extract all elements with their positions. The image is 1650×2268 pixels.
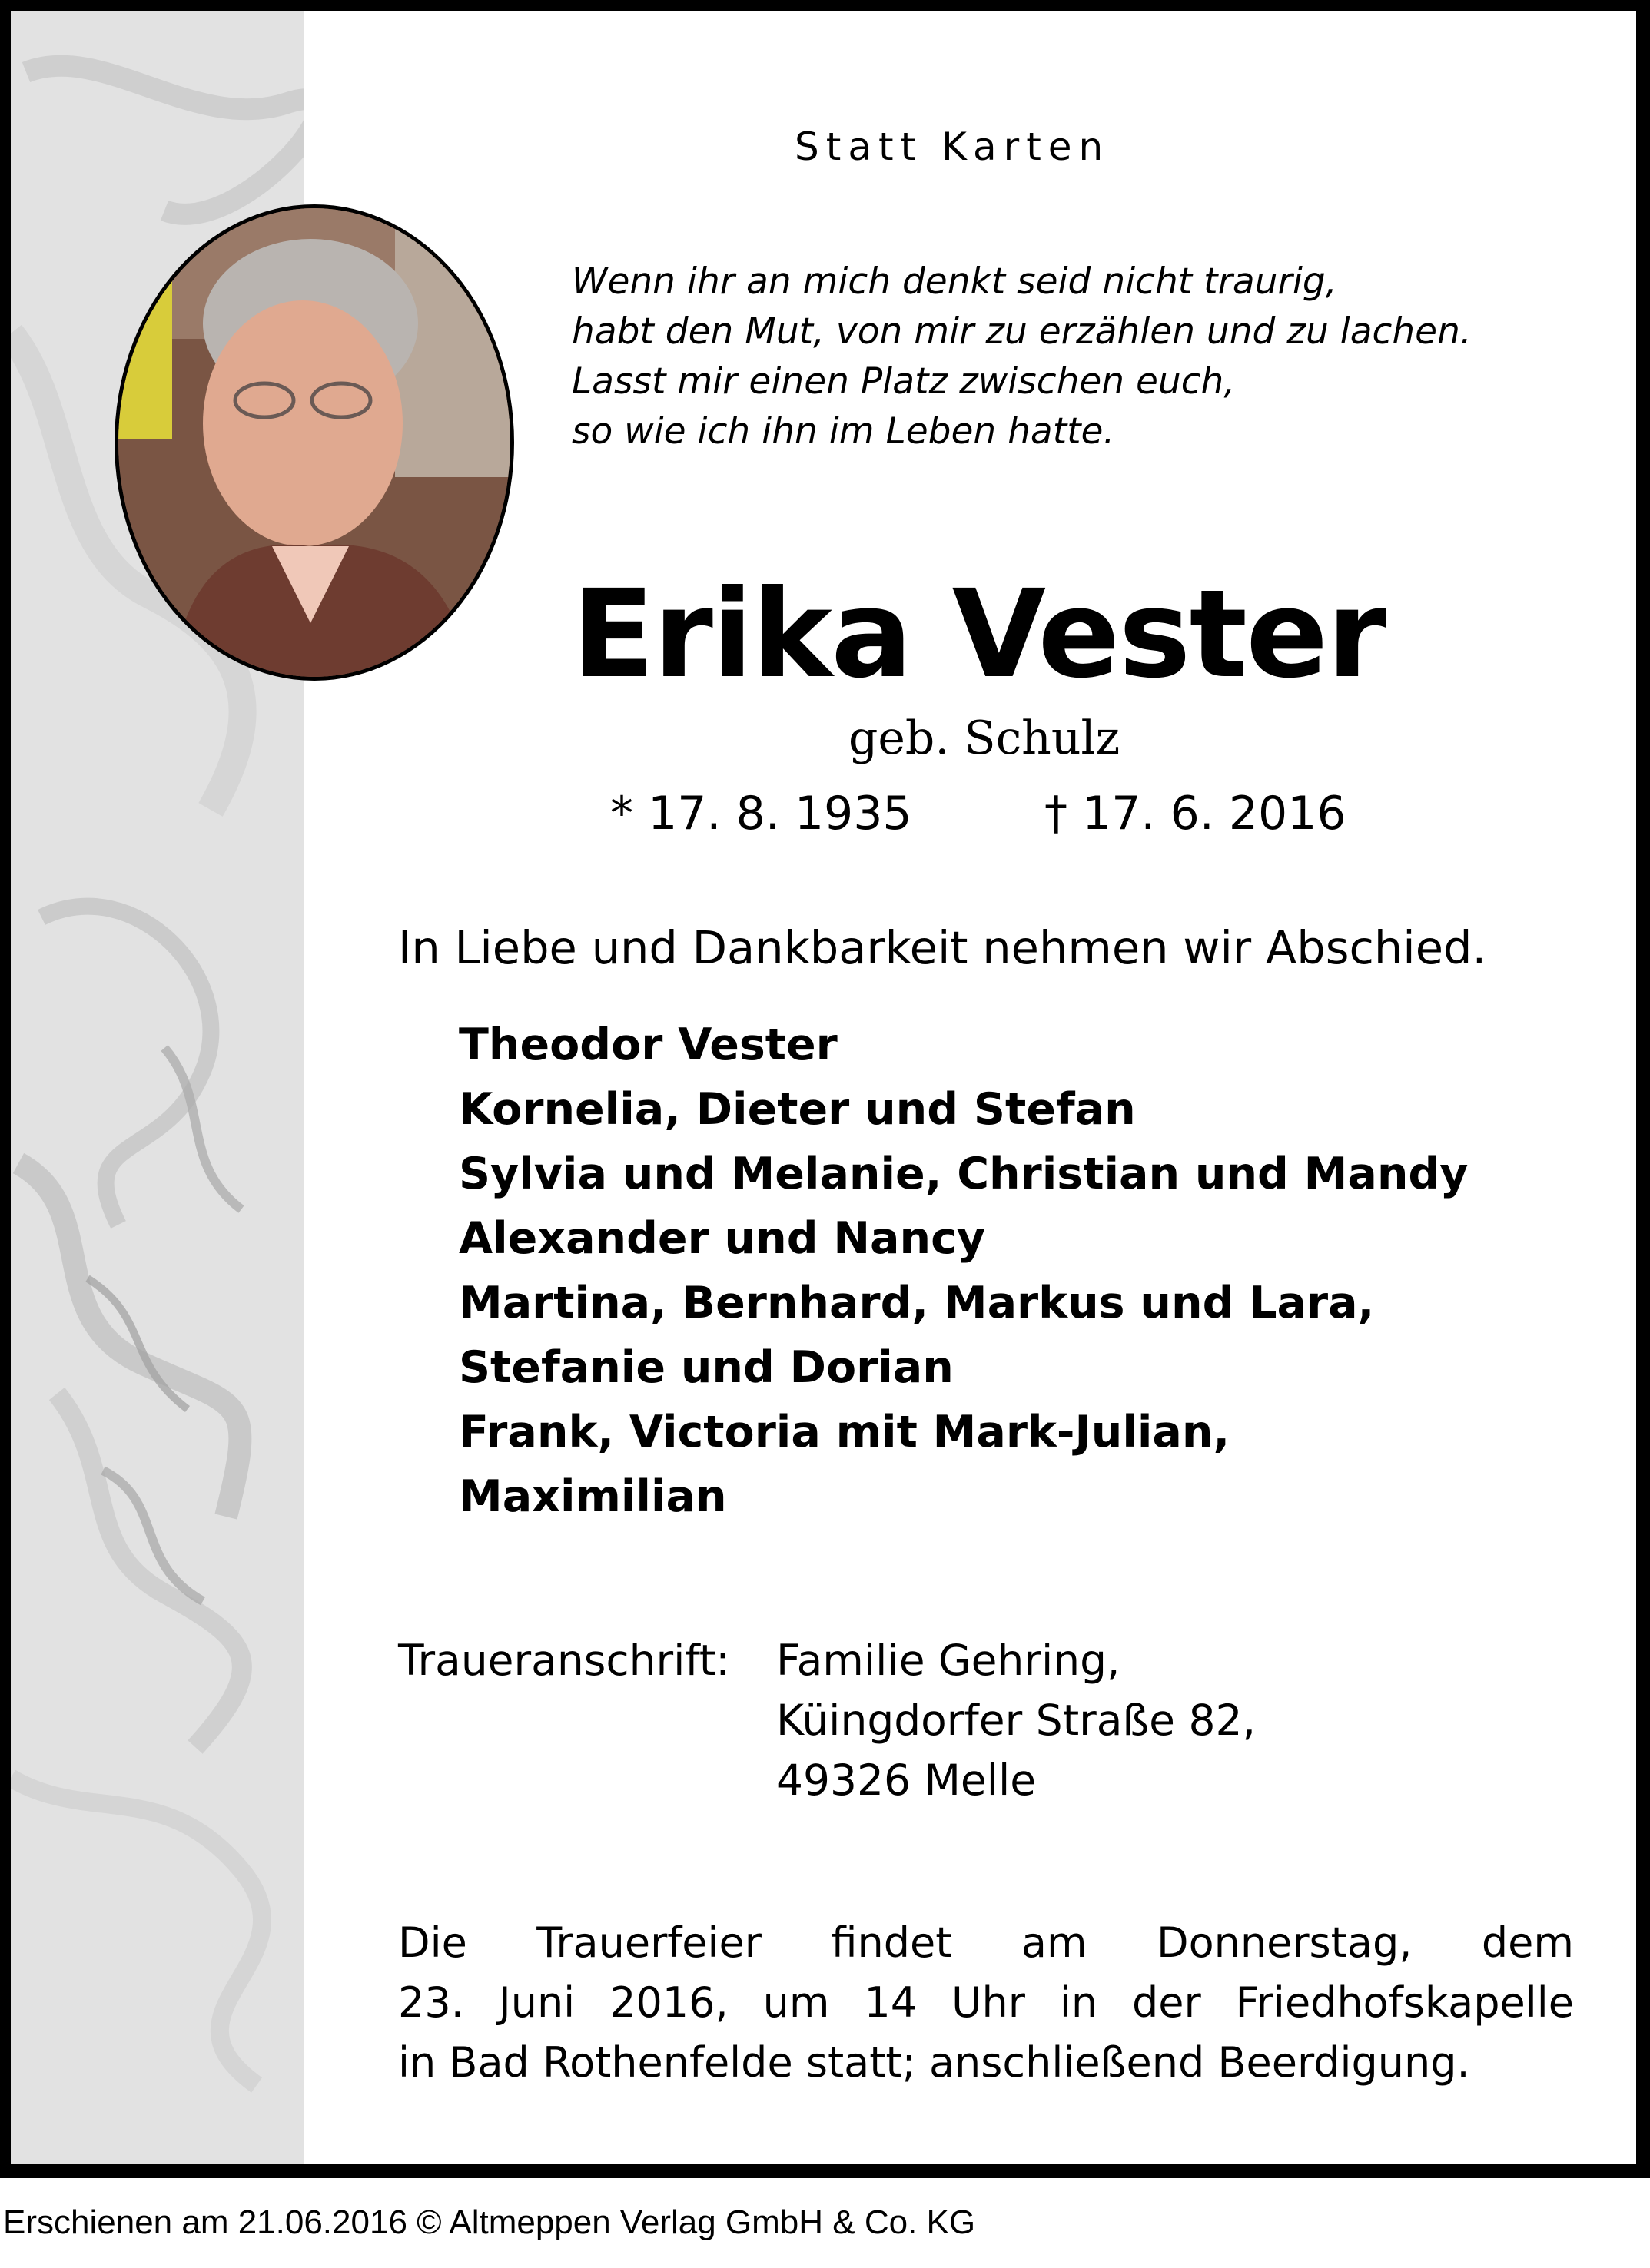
family-line: Alexander und Nancy xyxy=(459,1213,986,1264)
service-line: in Bad Rothenfelde statt; anschließend Beerdigung. xyxy=(398,2038,1470,2087)
publication-footer: Erschienen am 21.06.2016 © Altmeppen Verlag GmbH & Co. KG xyxy=(3,2203,976,2241)
death-date: † 17. 6. 2016 xyxy=(1044,787,1346,841)
statt-karten-heading: Statt Karten xyxy=(795,124,1111,169)
birth-date: * 17. 8. 1935 xyxy=(610,787,912,841)
poem-line: Wenn ihr an mich denkt seid nicht traurig, xyxy=(572,260,1337,303)
memorial-poem xyxy=(572,257,1472,456)
address-line: 49326 Melle xyxy=(776,1756,1037,1805)
portrait-image xyxy=(118,208,510,677)
funeral-service-notice xyxy=(398,1913,1574,2093)
portrait-photo xyxy=(115,204,514,681)
farewell-line: In Liebe und Dankbarkeit nehmen wir Abschied. xyxy=(398,921,1487,974)
family-list xyxy=(459,1013,1468,1529)
poem-line: so wie ich ihn im Leben hatte. xyxy=(572,410,1115,453)
obituary-card xyxy=(11,11,1636,2164)
deceased-name: Erika Vester xyxy=(572,564,1386,705)
poem-line: habt den Mut, von mir zu erzählen und zu lachen. xyxy=(572,310,1472,353)
address-line: Familie Gehring, xyxy=(776,1636,1120,1685)
birth-name: geb. Schulz xyxy=(848,711,1120,765)
service-line: Die Trauerfeier findet am Donnerstag, dem xyxy=(398,1918,1574,1967)
family-line: Martina, Bernhard, Markus und Lara, xyxy=(459,1278,1375,1328)
address-label: Traueranschrift: xyxy=(398,1636,730,1685)
family-line: Frank, Victoria mit Mark-Julian, xyxy=(459,1407,1230,1457)
address-line: Küingdorfer Straße 82, xyxy=(776,1696,1256,1745)
family-line: Kornelia, Dieter und Stefan xyxy=(459,1084,1136,1135)
mourning-address xyxy=(776,1630,1256,1810)
poem-line: Lasst mir einen Platz zwischen euch, xyxy=(572,360,1236,403)
family-line: Maximilian xyxy=(459,1471,727,1522)
family-line: Sylvia und Melanie, Christian und Mandy xyxy=(459,1149,1469,1199)
service-line: 23. Juni 2016, um 14 Uhr in der Friedhofskapelle xyxy=(398,1978,1574,2027)
family-line: Stefanie und Dorian xyxy=(459,1342,954,1393)
family-line: Theodor Vester xyxy=(459,1020,838,1070)
